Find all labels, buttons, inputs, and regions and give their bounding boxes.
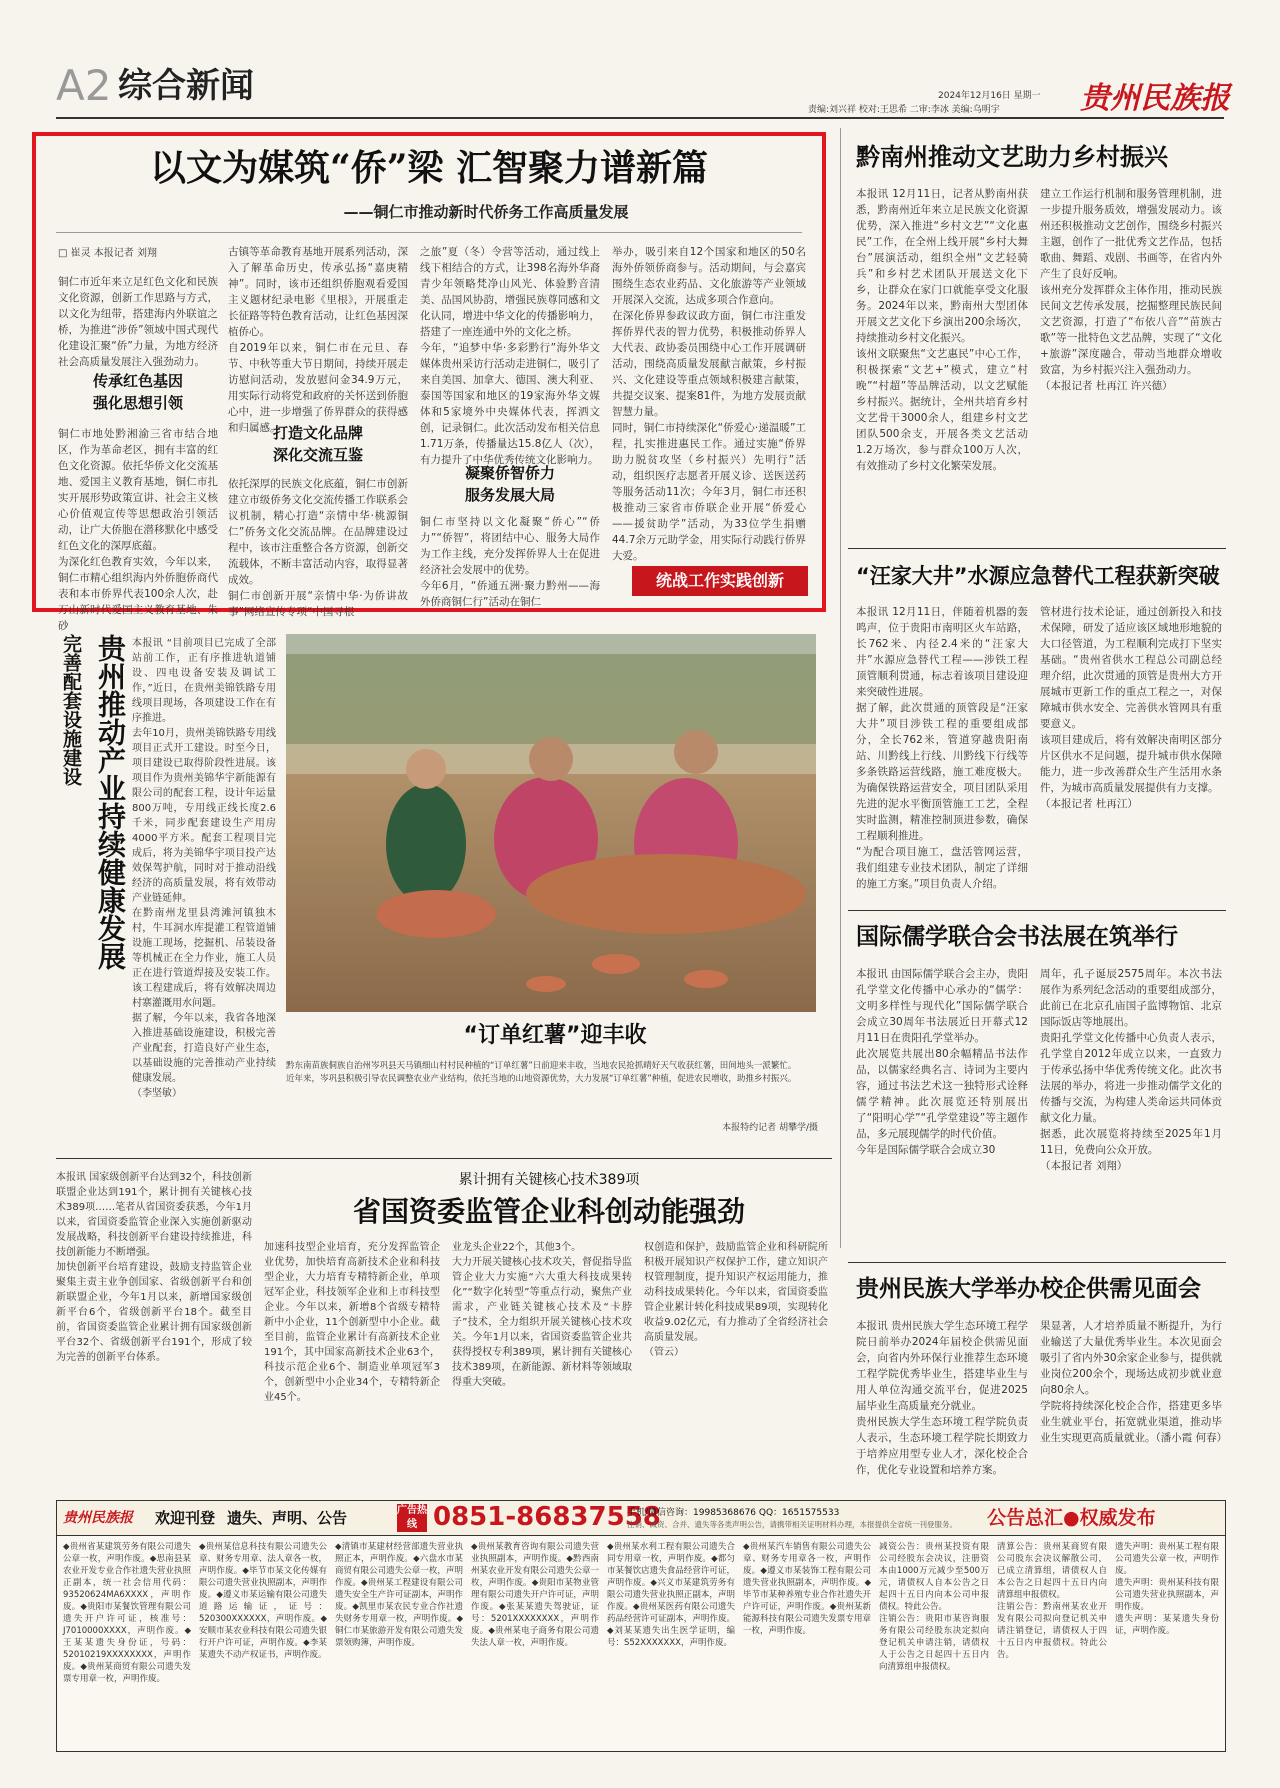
sasac-story <box>56 1162 836 1492</box>
lead-col3-body: 之旅”夏（冬）令营等活动，通过线上线下相结合的方式，让398名海外华裔青少年领略梵净山风光、体验黔音清美、品国风协韵，增强民族尊同感和文化认同，增进中华文化的传播影响力，搭建了一座连通中外的文化之桥。 今年，“追梦中华·多彩黔行”海外华文媒体贵州采访行活动走进铜仁，吸引了来自美国、加拿大、德国、澳大利亚、泰国等国家和地区的19家海外华文媒体和5家境外中央媒体代表，挥洒文创，记录铜仁。此次活动发布相关信息1.71万条，传播量达15.8亿人（次），有力提升了中华优秀传统文化影响力。 <box>420 246 600 466</box>
ad-column-9: 遗失声明：贵州某工程有限公司遗失公章一枚，声明作废。 遗失声明：贵州某科技有限公司遗失营业执照副本，声明作废。 遗失声明：某某遗失身份证，声明作废。 <box>1115 1542 1219 1636</box>
gjrx-title: 国际儒学联合会书法展在筑举行 <box>856 924 1178 950</box>
rule-4 <box>56 1158 832 1159</box>
gzmz-story <box>848 1266 1228 1496</box>
lead-col1-body: 铜仁市地处黔湘渝三省市结合地区，作为革命老区，拥有丰富的红色文化资源。依托华侨文化交流基地、爱国主义教育基地，铜仁市扎实开展形势政策宣讲、社会主义核心价值观宣传等思想政治引领活动，让广大侨胞在潜移默化中感受红色文化的深厚底蕴。 为深化红色教育实效，今年以来，铜仁市精心组织海内外侨胞侨商代表和本市侨界代表100余人次，赴万山新时代爱国主义教育基地、朱砂 <box>58 428 218 632</box>
industry-vertical-title-1: 完善配套设施建设 <box>60 634 82 786</box>
ads-notice: 注销、减资、合并、遗失等各类声明公告，请携带相关证明材料办理，本报提供全省统一刊登服务。 <box>627 1520 957 1529</box>
ad-column-5: ◆贵州某水利工程有限公司遗失合同专用章一枚，声明作废。◆都匀市某餐饮店遗失食品经营许可证，声明作废。◆兴义市某建筑劳务有限公司遗失营业执照正副本，声明作废。◆贵州某医药有限公司遗失药品经营许可证副本，声明作废。◆刘某某遗失出生医学证明，编号：S52XXXXXXX，声明作废。 <box>607 1542 735 1648</box>
classified-ads <box>56 1500 1226 1752</box>
lead-col1-intro: 铜仁市近年来立足红色文化和民族文化资源，创新工作思路与方式，以文化为纽带，搭建海内外联谊之桥，为推进“涉侨”领域中国式现代化建设汇聚“侨”力量，为地方经济社会高质量发展注入强劲动力。 <box>58 276 218 368</box>
issue-date: 2024年12月16日 星期一 <box>938 91 1041 101</box>
lead-subtitle: ——铜仁市推动新时代侨务工作高质量发展 <box>343 203 629 221</box>
staff-line: 责编:刘兴祥 校对:王思希 二审:李冰 美编:乌明宇 <box>808 105 1000 115</box>
ad-column-2: ◆贵州某信息科技有限公司遗失公章、财务专用章、法人章各一枚，声明作废。◆毕节市某文化传媒有限公司遗失营业执照副本，声明作废。◆遵义市某运输有限公司遗失道路运输证，证号：520300XXXXXX，声明作废。◆安顺市某农业科技有限公司遗失银行开户许可证，声明作废。◆李某某遗失不动产权证书，声明作废。 <box>199 1542 327 1660</box>
ad-column-7: 减资公告：贵州某投资有限公司经股东会决议，注册资本由1000万元减少至500万元，请债权人自本公告之日起四十五日内向本公司申报债权。特此公告。 注销公告：贵阳市某咨询服务有限公司经股东决定拟向登记机关申请注销，请债权人于公告之日起四十五日内向清算组申报债权。 <box>879 1542 989 1672</box>
ads-phone: 0851-86837558 <box>433 1502 661 1532</box>
ad-column-4: ◆贵州某教育咨询有限公司遗失营业执照副本，声明作废。◆黔西南州某农业开发有限公司遗失公章一枚，声明作废。◆贵阳市某物业管理有限公司遗失开户许可证，声明作废。◆张某某遗失驾驶证，证号：5201XXXXXXXX，声明作废。◆贵州某电子商务有限公司遗失法人章一枚，声明作废。 <box>471 1542 599 1648</box>
right-col-separator <box>840 128 841 1248</box>
wjdj-title: “汪家大井”水源应急替代工程获新突破 <box>856 564 1220 588</box>
qdn-col2: 建立工作运行机制和服务管理机制，进一步提升服务质效，增强发展动力。该州还积极推动文艺创作，围绕乡村振兴主题，创作了一批优秀文艺作品，包括歌曲、舞蹈、戏剧、书画等，在省内外产生了良好反响。 该州充分发挥群众主体作用，推动民族民间文艺传承发展，挖掘整理民族民间文艺资源，打造了“布依八音”“苗族古歌”等一批特色文艺品牌，实现了“文化+旅游”深度融合，带动当地群众增收致富，为乡村振兴注入强劲动力。 （本报记者 杜再江 许兴德） <box>1040 188 1222 392</box>
gzmz-title: 贵州民族大学举办校企供需见面会 <box>856 1276 1201 1302</box>
photo-credit: 本报特约记者 胡攀学/摄 <box>722 1123 818 1133</box>
paper-logo: 贵州民族报 <box>1080 81 1230 116</box>
harvest-photo <box>286 634 816 1012</box>
ad-column-1: ◆贵州省某建筑劳务有限公司遗失公章一枚，声明作废。◆思南县某农业开发专业合作社遗失营业执照正副本，统一社会信用代码：93520624MA6XXXX，声明作废。◆贵阳市某餐饮管理有限公司遗失开户许可证，核准号：J7010000XXXX，声明作废。◆王某某遗失身份证，号码：52010219XXXXXXXX，声明作废。◆贵州某商贸有限公司遗失发票专用章一枚，声明作废。 <box>63 1542 191 1684</box>
photo-caption: 黔东南苗族侗族自治州岑巩县天马镇细山村村民种植的“订单红薯”日前迎来丰收，当地农民抢抓晴好天气收获红薯，田间地头一派繁忙。 近年来，岑巩县积极引导农民调整农业产业结构，依托当地的山地资源优势，大力发展“订单红薯”种植，促进农民增收，助推乡村振兴。 <box>286 1061 797 1084</box>
rule-3 <box>848 1262 1226 1263</box>
ad-column-3: ◆清镇市某建材经营部遗失营业执照正本，声明作废。◆六盘水市某商贸有限公司遗失公章一枚，声明作废。◆贵州某工程建设有限公司遗失安全生产许可证副本，声明作废。◆凯里市某农民专业合作社遗失财务专用章一枚，声明作废。◆铜仁市某旅游开发有限公司遗失发票领购簿，声明作废。 <box>335 1542 463 1648</box>
ads-hotline-label: 广告热线 <box>397 1505 427 1530</box>
ads-header-bar <box>57 1501 1225 1536</box>
gjrx-col2: 周年，孔子诞辰2575周年。本次书法展作为系列纪念活动的重要组成部分，此前已在北京孔庙国子监博物馆、北京国际饭店等地展出。 贵阳孔学堂文化传播中心负责人表示，孔学堂自2012年成立以来，一直致力于传承弘扬中华优秀传统文化。此次书法展的举办，将进一步推动儒学文化的传播与交流，为构建人类命运共同体贡献文化力量。 据悉，此次展览将持续至2025年1月11日，免费向公众开放。 （本报记者 刘翔） <box>1040 968 1222 1172</box>
section-title: 综合新闻 <box>118 66 254 106</box>
gjrx-story <box>848 914 1228 1254</box>
lead-subhead-2: 打造文化品牌 深化交流互鉴 <box>272 424 363 464</box>
sasac-kicker: 累计拥有关键核心技术389项 <box>458 1172 640 1188</box>
masthead-rule <box>56 117 1224 119</box>
lead-col4-body: 举办，吸引来自12个国家和地区的50名海外侨领侨商参与。活动期间，与会嘉宾围绕生态农业药品、文化旅游等产业领域开展深入交流，达成多项合作意向。 在深化侨界参政议政方面，铜仁市注重发挥侨界代表的智力优势，积极推动侨界人大代表、政协委员围绕中心工作开展调研活动，围绕高质量发展献言献策，乡村振兴、文化建设等重点领域积极建言献策，共提交议案、提案81件，为地方发展贡献智慧力量。 同时，铜仁市持续深化“侨爱心·递温暖”工程，扎实推进惠民工作。通过实施“侨界助力脱贫攻坚（乡村振兴）先明行”活动，组织医疗志愿者开展义诊、送医送药等服务活动11次；今年3月，铜仁市还积极推动三家省市侨联企业开展“侨爱心——援贫助学”活动，为33位学生捐赠44.7余万元助学金，用实际行动践行侨界大爱。 <box>612 246 806 562</box>
lead-byline-rule <box>56 232 802 233</box>
lead-story <box>32 132 826 632</box>
wjdj-story <box>848 554 1228 904</box>
page-number: A2 <box>56 61 112 110</box>
rule-2 <box>848 910 1226 911</box>
ads-phone-sub: 手机/微信咨询：19985368676 QQ：1651575533 <box>627 1508 840 1518</box>
industry-body: 本报讯 “目前项目已完成了全部站前工作，正有序推进轨道铺设、四电设备安装及调试工作，”近日，在贵州美锦铁路专用线项目现场，各项建设工作在有序推进。 去年10月，贵州美锦铁路专用线项目正式开工建设。时至今日，项目建设已取得阶段性进展。该项目作为贵州美锦华宇新能源有限公司的配套工程，设计年运量800万吨，专用线正线长度2.6千米，同步配套建设生产用房4000平方米。配套工程项目完成后，将为美锦华宇项目投产达效保驾护航，同时对于推动沿线经济的高质量发展，将有效带动产业链延伸。 在黔南州龙里县湾滩河镇独木村，牛耳洞水库提灌工程管道铺设施工现场，挖掘机、吊装设备等机械正在全力作业，施工人员正在进行管道焊接及安装工作。该工程建成后，将有效解决周边村寨灌溉用水问题。 据了解，今年以来，我省各地深入推进基础设施建设，积极完善产业配套，打造良好产业生态，以基础设施的完善推动产业持续健康发展。 （李坚敏） <box>132 638 276 1099</box>
rule-1 <box>848 548 1226 549</box>
ads-welcome: 欢迎刊登 <box>155 1509 216 1527</box>
qdn-title: 黔南州推动文艺助力乡村振兴 <box>856 143 1168 171</box>
wjdj-col1: 本报讯 12月11日，伴随着机器的轰鸣声，位于贵阳市南明区火车站路，长762米、内径2.4米的“汪家大井”水源应急替代工程——涉铁工程顶管顺利贯通，标志着该项目建设迎来突破性进展。 据了解，此次贯通的顶管段是“汪家大井”项目涉铁工程的重要组成部分，全长762米，管道穿越贵阳南站、川黔线上行线、川黔线下行线等多条铁路运营线路，施工难度极大。为确保铁路运营安全，项目团队采用先进的泥水平衡顶管施工工艺，全程实时监测，精准控制顶进参数，确保工程顺利推进。 “为配合项目施工，盘活管网运营，我们组建专业技术团队，制定了详细的施工方案。”项目负责人介绍。 <box>856 606 1028 890</box>
wjdj-col2: 管材进行技术论证，通过创新投入和技术保障，研发了适应该区域地形地貌的大口径管道，为工程顺利完成打下坚实基础。“贵州省供水工程总公司副总经理介绍，此次贯通的顶管是贵州大方开展城市更新工作的重点工程之一，对保障城市供水安全、完善供水管网具有重要意义。 该项目建成后，将有效解决南明区部分片区供水不足问题，提升城市供水保障能力，进一步改善群众生产生活用水条件，为城市高质量发展提供有力支撑。 （本报记者 杜再江） <box>1040 606 1222 810</box>
gjrx-col1: 本报讯 由国际儒学联合会主办，贵阳孔学堂文化传播中心承办的“儒学：文明多样性与现代化”国际儒学联合会成立30周年书法展近日开幕式12月11日在贵阳孔学堂举办。 此次展览共展出80余幅精品书法作品，以儒家经典名言、诗词为主要内容，通过书法艺术这一独特形式诠释儒学精神。此次展览还特别展出了“阳明心学”“孔学堂建设”等主题作品，多元展现儒学的时代价值。 今年是国际儒学联合会成立30 <box>856 968 1028 1156</box>
lead-col2-body: 古镇等革命教育基地开展系列活动，深入了解革命历史，传承弘扬“嘉庚精神”。同时，该市还组织侨胞观看爱国主义题材纪录电影《里根》，开展重走长征路等特色教育活动，让红色基因深植侨心。 自2019年以来，铜仁市在元旦、春节、中秋等重大节日期间，持续开展走访慰问活动，发放慰问金34.9万元，用实际行动将党和政府的关怀送到侨胞心中，进一步增强了侨界群众的获得感和归属感。 <box>228 246 408 434</box>
photo-story <box>280 624 832 1152</box>
ads-brand: 贵州民族报 <box>63 1510 133 1526</box>
lead-byline: □ 崔灵 本报记者 刘翔 <box>58 248 157 259</box>
sasac-col0: 本报讯 国家级创新平台达到32个，科技创新联盟企业达到191个，累计拥有关键核心技术389项……笔者从省国资委获悉，今年1月以来，省国资委监管企业深入实施创新驱动发展战略，科技创新平台建设持续推进，科技创新能力不断增强。 加快创新平台培育建设，鼓励支持监管企业聚集主责主业争创国家、省级创新平台和创新联盟企业，今年1月以来，新增国家级创新平台6个，省级创新平台18个。截至目前，省国资委监管企业累计拥有国家级创新平台32个、省级创新平台191个，形成了较为完善的创新平台体系。 <box>56 1172 252 1363</box>
qdn-col1: 本报讯 12月11日，记者从黔南州获悉，黔南州近年来立足民族文化资源优势，深入推进“乡村文艺”“文化惠民”工作，在全州上线开展“乡村大舞台”展演活动，组织全州“文艺轻骑兵”和乡村艺术团队开展送文化下乡，让群众在家门口就能享受文化服务。2024年以来，黔南州大型团体开展文艺文化下乡演出200余场次，持续推动乡村文化振兴。 该州文联聚焦“文艺惠民”中心工作，积极探索“文艺+”模式，建立“村晚”“村超”等品牌活动，以文艺赋能乡村振兴。据统计，全州共培育乡村文艺骨干3000余人，组建乡村文艺团队500余支，开展各类文艺活动1.2万场次，参与群众100万人次，有效推动了乡村文化繁荣发展。 <box>856 188 1028 472</box>
sasac-col2: 业龙头企业22个，其他3个。 大力开展关键核心技术攻关，督促指导监管企业大力实施“六大重大科技成果转化”“数字化转型”等重点行动，聚焦产业需求，产业链关键核心技术及“卡脖子”技术，全力组织开展关键核心技术攻关。今年1月以来，省国资委监管企业共获得授权专利389项，累计拥有关键核心技术389项，在新能源、新材料等领域取得重大突破。 <box>452 1242 632 1388</box>
masthead <box>0 0 1280 115</box>
lead-subhead-3: 凝聚侨智侨力 服务发展大局 <box>464 464 555 504</box>
qdn-story <box>848 132 1228 542</box>
industry-vertical-title-2: 贵州推动产业持续健康发展 <box>94 634 127 970</box>
sasac-col3: 权创造和保护，鼓励监管企业和科研院所积极开展知识产权保护工作，建立知识产权管理制度，提升知识产权运用能力，推动科技成果转化。今年以来，省国资委监管企业累计转化科技成果89项，实现转化收益9.02亿元，有力推动了全省经济社会高质量发展。 （管云） <box>644 1242 828 1358</box>
industry-story <box>56 624 276 1150</box>
ads-summary: 公告总汇●权威发布 <box>987 1507 1156 1529</box>
ad-column-6: ◆贵州某汽车销售有限公司遗失公章、财务专用章各一枚，声明作废。◆遵义市某装饰工程有限公司遗失营业执照副本，声明作废。◆毕节市某种养殖专业合作社遗失开户许可证，声明作废。◆贵州某新能源科技有限公司遗失发票专用章一枚，声明作废。 <box>743 1542 871 1636</box>
lead-title: 以文为媒筑“侨”梁 汇智聚力谱新篇 <box>150 147 708 189</box>
gzmz-col2: 果显著，人才培养质量不断提升，为行业输送了大量优秀毕业生。本次见面会吸引了省内外30余家企业参与，提供就业岗位200余个，现场达成初步就业意向80余人。 学院将持续深化校企合作，搭建更多毕业生就业平台，拓宽就业渠道，推动毕业生实现更高质量就业。（潘小霞 何春） <box>1040 1320 1228 1444</box>
photo-title: “订单红薯”迎丰收 <box>463 1023 647 1048</box>
sasac-col1: 加速科技型企业培育，充分发挥监管企业优势，加快培育高新技术企业和科技型企业，大力培育专精特新企业，单项冠军企业，科技领军企业和上市科技型企业。今年以来，新增8个省级专精特新中小企业，11个创新型中小企业。截至目前，监管企业累计有高新技术企业191个，其中国家高新技术企业63个，科技示范企业6个、制造业单项冠军3个，创新型中小企业34个，专精特新企业45个。 <box>264 1242 440 1403</box>
lead-badge: 统战工作实践创新 <box>632 566 808 596</box>
gzmz-col1: 本报讯 贵州民族大学生态环境工程学院日前举办2024年届校企供需见面会，向省内外环保行业推荐生态环境工程学院优秀毕业生，搭建毕业生与用人单位沟通交流平台，促进2025届毕业生高质量充分就业。 贵州民族大学生态环境工程学院负责人表示，生态环境工程学院长期致力于培养应用型专业人才，深化校企合作，优化专业设置和培养方案。 <box>856 1320 1028 1476</box>
ad-column-8: 清算公告：贵州某商贸有限公司股东会决议解散公司，已成立清算组，请债权人自本公告之日起四十五日内向清算组申报债权。 注销公告：黔南州某农业开发有限公司拟向登记机关申请注销登记，请债权人于四十五日内申报债权。特此公告。 <box>997 1542 1107 1660</box>
sasac-title: 省国资委监管企业科创动能强劲 <box>352 1195 745 1228</box>
lead-subhead-1: 传承红色基因 强化思想引领 <box>92 372 183 412</box>
lead-col2-body-b: 依托深厚的民族文化底蕴，铜仁市创新建立市级侨务文化交流传播工作联系会议机制，精心打造“亲情中华·桃源铜仁”侨务文化交流品牌。在品牌建设过程中，该市注重整合各方资源，创新交流载体，不断丰富活动内容，取得显著成效。 铜仁市创新开展“亲情中华·为侨讲故事”网络宣传专项“中国寻根 <box>228 478 408 618</box>
ads-kinds: 遗失、声明、公告 <box>227 1509 348 1527</box>
lead-col3-body-b: 铜仁市坚持以文化凝聚“侨心”“侨力”“侨智”，将团结中心、服务大局作为工作主线，充分发挥侨界人士在促进经济社会发展中的优势。 今年6月，“侨通五洲·聚力黔州——海外侨商铜仁行”活动在铜仁 <box>420 516 600 608</box>
